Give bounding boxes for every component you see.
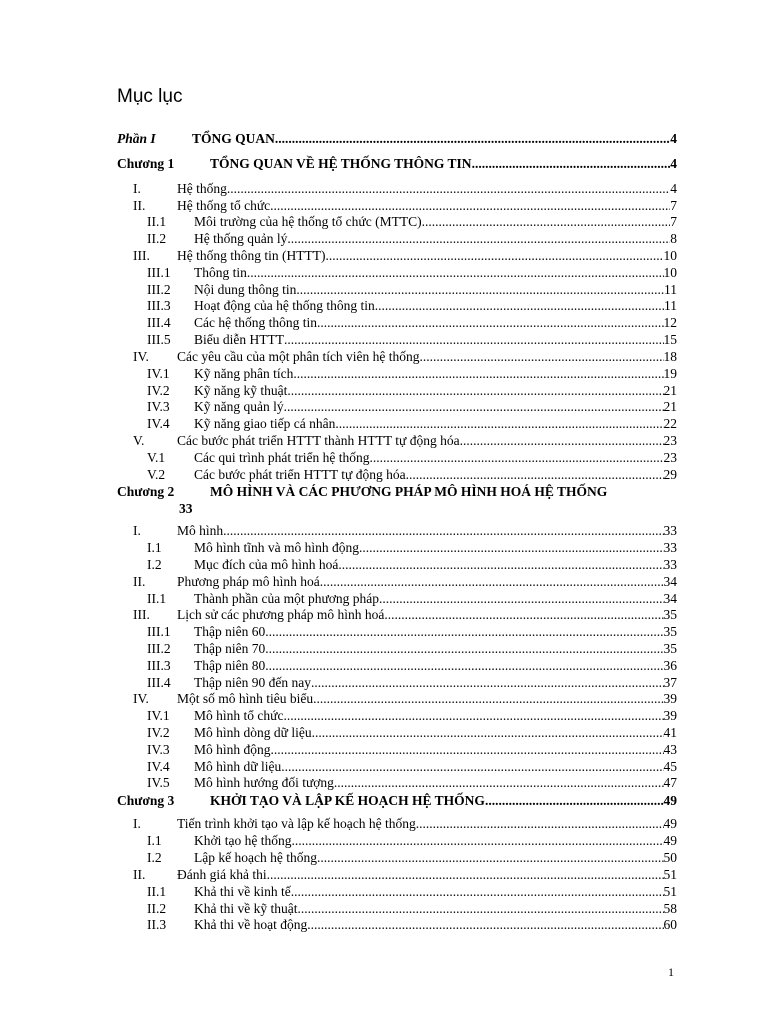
- toc-entry-label: Mô hình dữ liệu: [194, 759, 282, 774]
- toc-entry-number: II.: [133, 198, 146, 213]
- toc-entry-page: 35: [663, 607, 677, 622]
- toc-subsection[interactable]: [147, 539, 677, 556]
- toc-entry-number: III.: [133, 248, 150, 263]
- toc-entry-label: Kỹ năng kỹ thuật: [194, 383, 288, 398]
- toc-entry-label: TỔNG QUAN: [192, 131, 275, 146]
- toc-entry-number: III.3: [147, 298, 171, 313]
- toc-entry-number: III.4: [147, 315, 171, 330]
- toc-entry-number: Chương 2: [117, 484, 175, 499]
- toc-entry-number: IV.1: [147, 708, 170, 723]
- toc-entry-number: II.: [133, 867, 146, 882]
- toc-entry-label: Khả thi về kinh tế: [194, 884, 291, 899]
- toc-subsection[interactable]: [147, 674, 677, 691]
- toc-entry-number: III.3: [147, 658, 171, 673]
- toc-entry-label: Lịch sử các phương pháp mô hình hoá: [177, 607, 385, 622]
- dot-leader: [335, 415, 663, 432]
- toc-entry-number: III.4: [147, 675, 171, 690]
- toc-entry-page: 39: [663, 708, 677, 723]
- dot-leader: [265, 657, 663, 674]
- toc-section[interactable]: [133, 197, 677, 214]
- toc-entry-label: Các qui trình phát triển hệ thống: [194, 450, 370, 465]
- toc-entry-number: III.2: [147, 282, 171, 297]
- toc-section[interactable]: [133, 573, 677, 590]
- dot-leader: [291, 883, 664, 900]
- toc-subsection[interactable]: [147, 883, 677, 900]
- toc-entry-page: 50: [663, 850, 677, 865]
- toc-entry-number: II.1: [147, 591, 167, 606]
- toc-subsection[interactable]: [147, 556, 677, 573]
- toc-subsection[interactable]: [147, 314, 677, 331]
- dot-leader: [313, 690, 663, 707]
- toc-section[interactable]: [133, 180, 677, 197]
- toc-entry-label: Phương pháp mô hình hoá: [177, 574, 320, 589]
- toc-subsection[interactable]: [147, 724, 677, 741]
- toc-subsection[interactable]: [147, 415, 677, 432]
- dot-leader: [284, 398, 664, 415]
- toc-entry-number: IV.: [133, 691, 149, 706]
- toc-subsection[interactable]: [147, 264, 677, 281]
- toc-entry-number: V.2: [147, 467, 166, 482]
- toc-entry-page: 29: [663, 467, 677, 482]
- dot-leader: [287, 382, 663, 399]
- toc-entry-page: 10: [663, 265, 677, 280]
- toc-section[interactable]: [133, 247, 677, 264]
- dot-leader: [317, 849, 664, 866]
- toc-entry-page: 4: [670, 181, 677, 196]
- dot-leader: [223, 522, 663, 539]
- toc-entry-label: MÔ HÌNH VÀ CÁC PHƯƠNG PHÁP MÔ HÌNH HOÁ HỆ THỐNG: [210, 484, 608, 499]
- toc-subsection[interactable]: [147, 916, 677, 933]
- toc-subsection[interactable]: [147, 623, 677, 640]
- toc-entry-page: 51: [663, 884, 677, 899]
- toc-entry-label: Hệ thống thông tin (HTTT): [177, 248, 326, 263]
- toc-subsection[interactable]: [147, 213, 677, 230]
- toc-entry-page: 33: [663, 540, 677, 555]
- toc-section[interactable]: [133, 432, 677, 449]
- page-number: 1: [668, 965, 674, 979]
- toc-entry-label: Tiến trình khởi tạo và lập kế hoạch hệ thống: [177, 816, 416, 831]
- toc-entry-page: 47: [663, 775, 677, 790]
- toc-subsection[interactable]: [147, 741, 677, 758]
- toc-entry-page: 49: [663, 793, 677, 808]
- toc-entry-label: Kỹ năng quản lý: [194, 399, 284, 414]
- toc-entry-number: I.1: [147, 833, 162, 848]
- toc-entry-number: IV.2: [147, 383, 170, 398]
- toc-entry-number: Phần I: [117, 131, 156, 146]
- toc-entry-number: IV.4: [147, 759, 170, 774]
- toc-entry-number: II.3: [147, 917, 167, 932]
- toc-entry-label: Mô hình: [177, 523, 224, 538]
- toc-entry-label: Thập niên 60: [194, 624, 266, 639]
- toc-entry-label: Các yêu cầu của một phân tích viên hệ thống: [177, 349, 420, 364]
- toc-entry-label: TỔNG QUAN VỀ HỆ THỐNG THÔNG TIN: [210, 156, 472, 171]
- toc-entry-label: Mô hình tĩnh và mô hình động: [194, 540, 359, 555]
- dot-leader: [296, 281, 664, 298]
- dot-leader: [292, 832, 664, 849]
- toc-entry-number: IV.4: [147, 416, 170, 431]
- toc-subsection[interactable]: [147, 466, 677, 483]
- dot-leader: [334, 774, 664, 791]
- toc-entry-label: Kỹ năng phân tích: [194, 366, 294, 381]
- toc-entry-label: Thành phần của một phương pháp: [194, 591, 380, 606]
- dot-leader: [317, 314, 664, 331]
- toc-entry-number: IV.1: [147, 366, 170, 381]
- toc-entry-number: I.2: [147, 850, 162, 865]
- toc-subsection[interactable]: [147, 382, 677, 399]
- toc-section[interactable]: [133, 690, 677, 707]
- toc-entry-number: II.1: [147, 884, 167, 899]
- dot-leader: [283, 707, 663, 724]
- dot-leader: [281, 758, 663, 775]
- dot-leader: [485, 792, 664, 809]
- toc-entry-label: Hệ thống tổ chức: [177, 198, 271, 213]
- toc-entry-page: 33: [663, 557, 677, 572]
- toc-entry-page: 35: [663, 624, 677, 639]
- toc-entry-number: III.1: [147, 265, 171, 280]
- toc-subsection[interactable]: [147, 297, 677, 314]
- dot-leader: [416, 815, 664, 832]
- toc-entry-number: I.: [133, 816, 141, 831]
- toc-entry-page: 21: [663, 399, 677, 414]
- toc-entry-number: II.1: [147, 214, 167, 229]
- toc-entry-page: 33: [179, 501, 193, 516]
- toc-section[interactable]: [133, 866, 677, 883]
- toc-entry-page: 23: [663, 433, 677, 448]
- toc-entry-number: IV.2: [147, 725, 170, 740]
- toc-section[interactable]: [133, 815, 677, 832]
- toc-subsection[interactable]: [147, 331, 677, 348]
- toc-entry-label: Khả thi về kỹ thuật: [194, 901, 298, 916]
- dot-leader: [359, 539, 664, 556]
- dot-leader: [375, 297, 664, 314]
- dot-leader: [297, 900, 663, 917]
- toc-entry-number: III.1: [147, 624, 171, 639]
- toc-entry-label: Khả thi về hoạt động: [194, 917, 308, 932]
- toc-subsection[interactable]: [147, 849, 677, 866]
- dot-leader: [369, 449, 663, 466]
- dot-leader: [472, 155, 671, 172]
- toc-entry-page: 7: [670, 214, 677, 229]
- toc-entry-label: Khởi tạo hệ thống: [194, 833, 292, 848]
- toc-entry-number: III.: [133, 607, 150, 622]
- toc-entry-label: Đánh giá khả thi: [177, 867, 267, 882]
- dot-leader: [284, 331, 664, 348]
- toc-entry-page: 37: [663, 675, 677, 690]
- toc-entry-label: Mô hình dòng dữ liệu: [194, 725, 312, 740]
- toc-entry-label: Thập niên 90 đến nay: [194, 675, 311, 690]
- toc-entry-page: 51: [663, 867, 677, 882]
- dot-leader: [270, 197, 670, 214]
- toc-entry-number: III.5: [147, 332, 171, 347]
- toc-subsection[interactable]: [147, 707, 677, 724]
- toc-entry-label: Hoạt động của hệ thống thông tin: [194, 298, 375, 313]
- dot-leader: [247, 264, 664, 281]
- toc-entry-label: Thập niên 70: [194, 641, 266, 656]
- toc-entry-label: Các hệ thống thông tin: [194, 315, 317, 330]
- toc-entry-number: Chương 3: [117, 793, 175, 808]
- toc-entry-page: 12: [663, 315, 677, 330]
- toc-heading: Mục lục: [117, 86, 183, 107]
- toc-entry-number: I.: [133, 523, 141, 538]
- toc-entry-page: 21: [663, 383, 677, 398]
- toc-entry-page: 11: [664, 282, 677, 297]
- dot-leader: [265, 623, 663, 640]
- toc-entry-number: IV.: [133, 349, 149, 364]
- toc-chapter[interactable]: [117, 792, 677, 809]
- toc-entry-label: Hệ thống: [177, 181, 227, 196]
- toc-entry-page: 60: [663, 917, 677, 932]
- toc-entry-label: KHỞI TẠO VÀ LẬP KẾ HOẠCH HỆ THỐNG: [210, 793, 485, 808]
- toc-entry-page: 23: [663, 450, 677, 465]
- toc-entry-number: IV.5: [147, 775, 170, 790]
- toc-subsection[interactable]: [147, 230, 677, 247]
- toc-entry-label: Các bước phát triển HTTT tự động hóa: [194, 467, 406, 482]
- toc-entry-page: 11: [664, 298, 677, 313]
- toc-entry-label: Hệ thống quản lý: [194, 231, 288, 246]
- toc-subsection[interactable]: [147, 900, 677, 917]
- toc-entry-label: Môi trường của hệ thống tổ chức (MTTC): [194, 214, 422, 229]
- dot-leader: [287, 230, 670, 247]
- dot-leader: [320, 573, 664, 590]
- toc-subsection[interactable]: [147, 758, 677, 775]
- toc-entry-page: 49: [663, 816, 677, 831]
- toc-entry-label: Các bước phát triển HTTT thành HTTT tự động hóa: [177, 433, 460, 448]
- toc-entry-number: Chương 1: [117, 156, 175, 171]
- toc-subsection[interactable]: [147, 640, 677, 657]
- dot-leader: [293, 365, 663, 382]
- toc-entry-page: 49: [663, 833, 677, 848]
- toc-entry-label: Biểu diễn HTTT: [194, 332, 284, 347]
- toc-entry-page: 19: [663, 366, 677, 381]
- toc-entry-page: 33: [663, 523, 677, 538]
- toc-entry-page: 34: [663, 591, 677, 606]
- toc-entry-label: Một số mô hình tiêu biểu: [177, 691, 314, 706]
- toc-entry-label: Thập niên 80: [194, 658, 266, 673]
- dot-leader: [307, 916, 663, 933]
- toc-entry-page: 15: [663, 332, 677, 347]
- toc-entry-label: Mô hình động: [194, 742, 271, 757]
- toc-entry-page: 10: [663, 248, 677, 263]
- dot-leader: [275, 130, 670, 147]
- toc-section[interactable]: [133, 522, 677, 539]
- toc-entry-label: Nội dung thông tin: [194, 282, 297, 297]
- toc-entry-number: IV.3: [147, 399, 170, 414]
- dot-leader: [460, 432, 664, 449]
- toc-entry-page: 43: [663, 742, 677, 757]
- toc-entry-page: 41: [663, 725, 677, 740]
- toc-entry-number: III.2: [147, 641, 171, 656]
- toc-entry-page: 39: [663, 691, 677, 706]
- toc-entry-label: Mô hình hướng đối tượng: [194, 775, 334, 790]
- toc-entry-page: 7: [670, 198, 677, 213]
- toc-entry-number: II.2: [147, 901, 167, 916]
- toc-entry-page: 18: [663, 349, 677, 364]
- toc-entry-label: Kỹ năng giao tiếp cá nhân: [194, 416, 336, 431]
- toc-entry-number: I.2: [147, 557, 162, 572]
- toc-entry-page: 4: [670, 156, 677, 171]
- toc-entry-page: 35: [663, 641, 677, 656]
- dot-leader: [420, 348, 664, 365]
- toc-entry-page: 4: [670, 131, 677, 146]
- toc-subsection[interactable]: [147, 774, 677, 791]
- toc-entry-page: 8: [670, 231, 677, 246]
- toc-section[interactable]: [133, 348, 677, 365]
- toc-entry-number: V.1: [147, 450, 166, 465]
- dot-leader: [267, 866, 664, 883]
- dot-leader: [338, 556, 663, 573]
- toc-entry-page: 36: [663, 658, 677, 673]
- toc-entry-number: IV.3: [147, 742, 170, 757]
- toc-entry-page: 58: [663, 901, 677, 916]
- toc-section[interactable]: [133, 606, 677, 623]
- toc-entry-number: V.: [133, 433, 145, 448]
- dot-leader: [312, 724, 664, 741]
- dot-leader: [384, 606, 663, 623]
- dot-leader: [325, 247, 663, 264]
- toc-subsection[interactable]: [147, 590, 677, 607]
- toc-entry-label: Thông tin: [194, 265, 247, 280]
- dot-leader: [406, 466, 664, 483]
- toc-subsection[interactable]: [147, 832, 677, 849]
- dot-leader: [227, 180, 670, 197]
- toc-subsection[interactable]: [147, 365, 677, 382]
- toc-subsection[interactable]: [147, 657, 677, 674]
- dot-leader: [422, 213, 671, 230]
- toc-chapter[interactable]: [117, 155, 677, 172]
- toc-subsection[interactable]: [147, 398, 677, 415]
- toc-subsection[interactable]: [147, 449, 677, 466]
- toc-subsection[interactable]: [147, 281, 677, 298]
- dot-leader: [311, 674, 664, 691]
- toc-entry-number: II.2: [147, 231, 167, 246]
- toc-entry-page: 34: [663, 574, 677, 589]
- toc-entry-page: 45: [663, 759, 677, 774]
- dot-leader: [271, 741, 664, 758]
- toc-entry-number: II.: [133, 574, 146, 589]
- toc-entry-number: I.1: [147, 540, 162, 555]
- toc-part[interactable]: [117, 130, 677, 147]
- toc-entry-label: Lập kế hoạch hệ thống: [194, 850, 317, 865]
- toc-chapter[interactable]: [117, 483, 677, 517]
- dot-leader: [265, 640, 663, 657]
- toc-entry-label: Mục đích của mô hình hoá: [194, 557, 339, 572]
- dot-leader: [379, 590, 663, 607]
- toc-entry-number: I.: [133, 181, 141, 196]
- toc-entry-page: 22: [663, 416, 677, 431]
- toc-entry-label: Mô hình tổ chức: [194, 708, 284, 723]
